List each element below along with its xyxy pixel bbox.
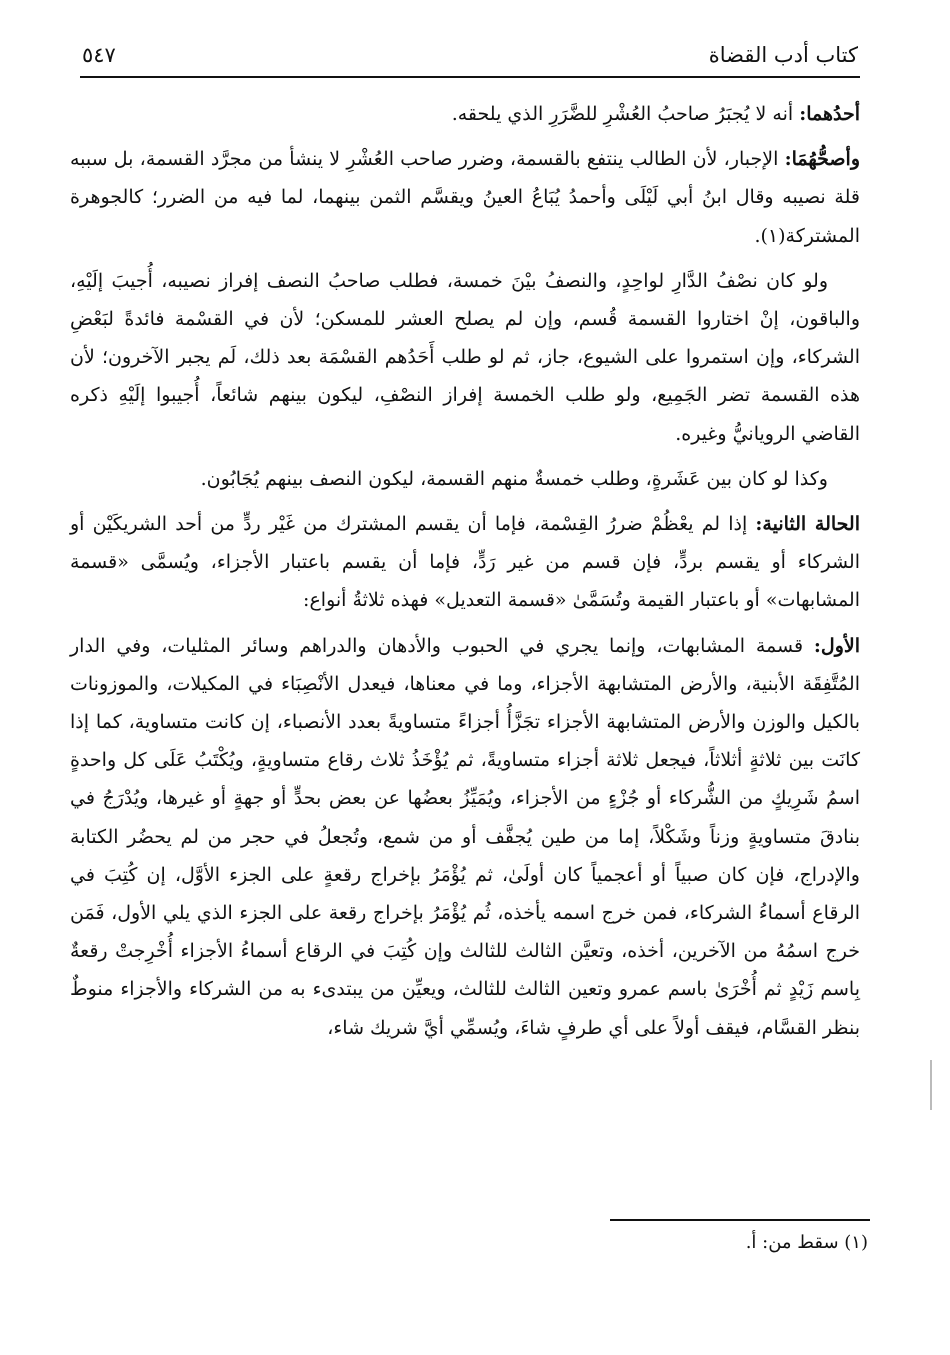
paragraph	[70, 505, 860, 620]
paragraph-text: الإجبار، لأن الطالب ينتفع بالقسمة، وضرر صاحب العُشْرِ لا ينشأ من مجرَّد القسمة، بل سببه قلة نصيبه وقال ابنُ أبي لَيْلَى وأحمدُ يُبَاعُ العينُ ويقسَّم الثمن بينهما، لما فيه من الضرر؛ كالجوهرة المشتركة(١).	[70, 148, 860, 247]
paragraph	[70, 460, 860, 498]
paragraph	[70, 140, 860, 255]
paragraph	[70, 95, 860, 133]
paragraph-text: وكذا لو كان بين عَشَرةٍ، وطلب خمسةٌ منهم القسمة، ليكون النصف بينهم يُجَابُون.	[200, 467, 828, 490]
paragraph-text: قسمة المشابهات، وإنما يجري في الحبوب والأدهان والدراهم وسائر المثليات، وفي الدار المُتَّفِقَة الأبنية، والأرض المتشابهة الأجزاء، وما في معناها، فيعدل الأنْصِبَاء في المكيلات، والموزونات بالكيل والوزن والأرض المتشابهة الأجزاء تجَزَّأُ أجزاءً متساويةً بعدد الأنصباء، إن كانت متساوية، كما إذا كانَت بين ثلاثةٍ أثلاثاً، فيجعل ثلاثة أجزاء متساويةً، ثم يُؤْخَذُ ثلاث رقاع متساويةٍ، ويُكْتَبُ عَلَى كل واحدةٍ اسمُ شَرِيكٍ من الشُّركاء أو جُزْءٍ من الأجزاء، ويُمَيِّزُ بعضُها عن بعض بحدٍّ أو جهةٍ أو غيرها، ويُدْرَجُ في بنادقَ متساويةٍ وزناً وشَكْلاً، إما من طين يُجفَّف أو من شمع، وتُجعلُ في حجر من لم يحضُر الكتابة والإدراج، فإن كان صبياً أو أعجمياً كان أولَىٰ، ثم يُؤْمَرُ بإخراج رقعةٍ على الجزء الأوَّل، إن كُتِبَ في الرقاع أسماءُ الشركاء، فمن خرج اسمه يأخذه، ثُم يُؤْمَرُ بإخراج رقعة على الجزء الذي يلي الأول، فَمَن خرج اسمُهُ من الآخرين، أخذه، وتعيَّن الثالث للثالث وإن كُتِبَ في الرقاع أسماءُ الأجزاء أُخْرِجتْ رقعةٌ بِاسم زَيْدٍ ثم أُخْرَىٰ باسم عمرو وتعين الثالث للثالث، ويعيِّن من يبتدىء به من الشركاء والأجزاء منوطٌ بنظر القسَّام، فيقف أولاً على أي طرفٍ شاءَ، ويُسمِّي أيَّ شريك شاء،	[70, 634, 860, 1039]
paragraph-text: ولو كان نصْفُ الدَّارِ لواحِدٍ، والنصفُ بيْنَ خمسة، فطلب صاحبُ النصف إفراز نصيبه، أُجيبَ إلَيْهِ، والباقون، إنْ اختاروا القسمة قُسم، وإن لم يصلح العشر للمسكن؛ لأن في القسْمة فائدةً لبَعْضِ الشركاء، وإن استمروا على الشيوع، جاز، ثم لو طلب أَحَدُهم القسْمَة بعد ذلك، لَم يجبر الآخرون؛ لأن هذه القسمة تضر الجَمِيع، ولو طلب الخمسة إفراز النصْفِ، ليكون بينهم شائعاً، أُجيبوا إلَيْهِ ذكره القاضي الرويانيُّ وغيره.	[70, 269, 860, 445]
running-header	[82, 40, 858, 70]
margin-mark	[930, 1060, 932, 1110]
paragraph	[70, 627, 860, 1047]
paragraph-text: إذا لم يعْظُمْ ضررُ القِسْمة، فإما أن يقسم المشترك من غَيْر ردٍّ من أحد الشريكَيْن أو الشركاء أو يقسم بردٍّ، فإن قسم من غير رَدٍّ، فإما أن يقسم باعتبار الأجزاء، ويُسمَّى «قسمة المشابهات» أو باعتبار القيمة وتُسَمَّىٰ «قسمة التعديل» فهذه ثلاثةُ أنواع:	[70, 513, 860, 612]
header-rule	[80, 76, 860, 78]
paragraph-lead: الحالة الثانية:	[755, 513, 861, 536]
paragraph	[70, 262, 860, 453]
footnote: (١) سقط من: أ.	[745, 1232, 868, 1253]
paragraph-text: أنه لا يُجبَرُ صاحبُ العُشْرِ للضَّرَرِ الذي يلحقه.	[451, 103, 800, 125]
paragraph-lead: الأول:	[813, 634, 860, 657]
footnote-rule	[610, 1219, 870, 1221]
book-title: كتاب أدب القضاة	[708, 43, 858, 67]
paragraph-lead: وأصحُّهُمَا:	[784, 148, 860, 171]
main-text	[70, 95, 860, 1054]
paragraph-lead: أحدُهما:	[799, 103, 860, 125]
page-number: ٥٤٧	[82, 43, 116, 67]
